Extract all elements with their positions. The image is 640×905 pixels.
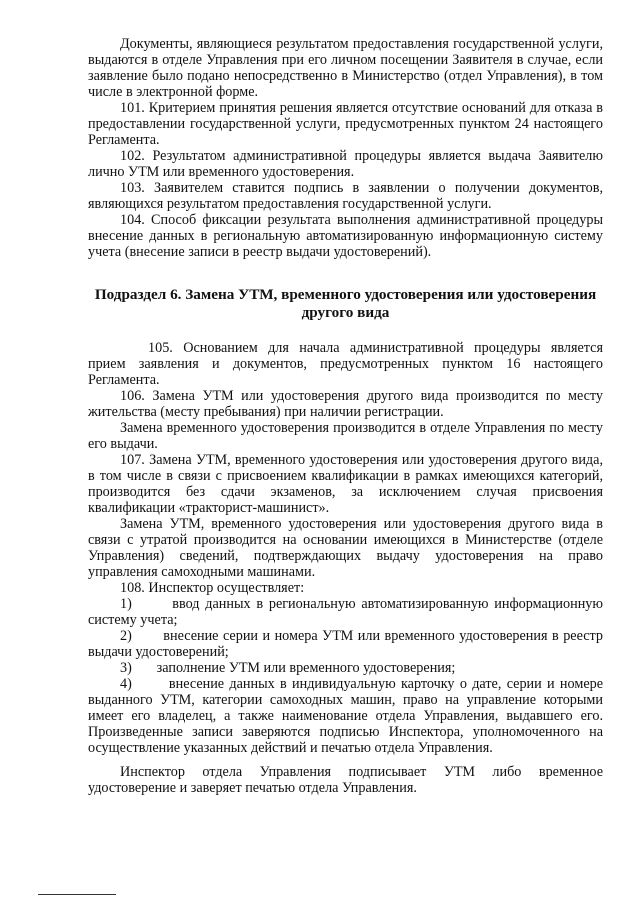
paragraph-loss-replacement: Замена УТМ, временного удостоверения или удостоверения другого вида в связи с утратой производится на основании имеющихся в Министерстве (отделе Управления) сведений, подтверждающих выдачу удостоверения на право управления самоходными машинами. [88, 516, 603, 580]
list-item [88, 596, 603, 628]
paragraph-106: 106. Замена УТМ или удостоверения другого вида производится по месту жительства (месту пребывания) при наличии регистрации. [88, 388, 603, 420]
document-page [88, 36, 603, 796]
paragraph-inspector-signs: Инспектор отдела Управления подписывает УТМ либо временное удостоверение и заверяет печатью отдела Управления. [88, 764, 603, 796]
list-item-number: 1) [120, 596, 132, 612]
paragraph-108: 108. Инспектор осуществляет: [120, 580, 305, 596]
paragraph-105: 105. Основанием для начала административной процедуры является прием заявления и документов, предусмотренных пунктом 16 настоящего Регламента. [88, 340, 603, 388]
list-item-text: ввод данных в региональную автоматизированную информационную систему учета; [88, 596, 603, 628]
list-item-text: внесение серии и номера УТМ или временного удостоверения в реестр выдачи удостоверений; [88, 628, 604, 660]
list-item-number: 4) [120, 676, 132, 692]
paragraph-temp-replacement: Замена временного удостоверения производится в отделе Управления по месту его выдачи. [88, 420, 603, 452]
list-item-text: внесение данных в индивидуальную карточку о дате, серии и номере выданного УТМ, категории самоходных машин, право на управление которыми имеет его владелец, а также наименование отдела Управления, выдавшего его. Произведенные записи заверяются подписью Инспектора, уполномоченного на осуществление указанных действий и печатью отдела Управления. [88, 676, 604, 756]
list-item [88, 676, 603, 756]
list-item [88, 660, 603, 676]
paragraph-101: 101. Критерием принятия решения является отсутствие оснований для отказа в предоставлении государственной услуги, предусмотренных пунктом 24 настоящего Регламента. [88, 100, 603, 148]
list-item-number: 3) [120, 660, 132, 676]
list-item-number: 2) [120, 628, 132, 644]
inspector-duties-list [88, 596, 603, 756]
footnote-divider [38, 894, 116, 895]
paragraph-104: 104. Способ фиксации результата выполнения административной процедуры внесение данных в региональную автоматизированную информационную систему учета (внесение записи в реестр выдачи удостоверений). [88, 212, 603, 260]
paragraph-103: 103. Заявителем ставится подпись в заявлении о получении документов, являющихся результатом предоставления государственной услуги. [88, 180, 603, 212]
paragraph-102: 102. Результатом административной процедуры является выдача Заявителю лично УТМ или временного удостоверения. [88, 148, 603, 180]
list-item [88, 628, 603, 660]
list-item-text: заполнение УТМ или временного удостоверения; [156, 660, 456, 676]
paragraph-107: 107. Замена УТМ, временного удостоверения или удостоверения другого вида, в том числе в связи с присвоением квалификации в рамках имеющихся категорий, производится без сдачи экзаменов, за исключением случая присвоения квалификации «тракторист-машинист». [88, 452, 603, 516]
paragraph-documents-issued: Документы, являющиеся результатом предоставления государственной услуги, выдаются в отделе Управления при его личном посещении Заявителя в случае, если заявление было подано непосредственно в Министерство (отдел Управления), в том числе в электронной форме. [88, 36, 603, 100]
subsection-heading: Подраздел 6. Замена УТМ, временного удостоверения или удостоверения другого вида [94, 286, 597, 321]
